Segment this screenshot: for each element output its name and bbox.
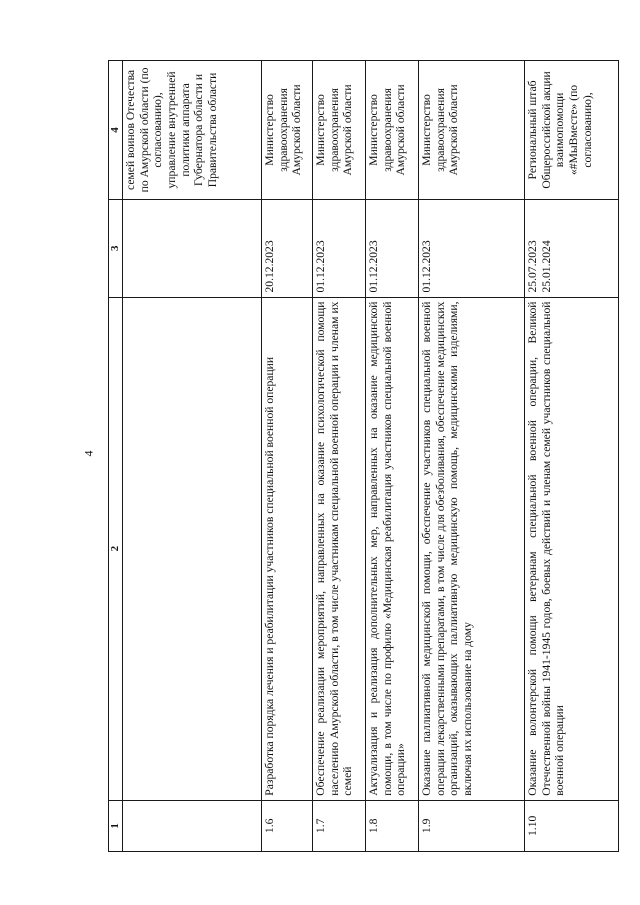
row-date-1: 25.07.2023 [526,240,539,293]
row-date [419,199,525,297]
row-date-1: 20.12.2023 [263,240,276,293]
table-header-row [109,61,123,852]
plan-table [108,60,619,852]
header-col-1: 1 [109,800,123,851]
row-text: Оказание паллиативной медицинской помощи, обеспечение участников специальной военной операции лекарственными препаратами, в том числе для обезболивания, обеспечение медицинских организаций, оказывающих паллиативную медицинскую помощь, медицинскими изделиями, включая их использование на дому [419,297,525,800]
table-row [366,61,419,852]
row-date [123,199,262,297]
row-responsible: Министерство здравоохранения Амурской области [262,61,313,200]
row-number: 1.9 [419,800,525,851]
header-col-2: 2 [109,297,123,800]
row-date [366,199,419,297]
table-row [313,61,366,852]
table-row [525,61,619,852]
row-date-2: 25.01.2024 [539,240,553,293]
row-responsible: Министерство здравоохранения Амурской области [366,61,419,200]
row-number: 1.7 [313,800,366,851]
row-date [525,199,619,297]
row-number: 1.10 [525,800,619,851]
row-date [313,199,366,297]
row-number [123,800,262,851]
row-text: Разработка порядка лечения и реабилитации участников специальной военной операции [262,297,313,800]
row-responsible: Министерство здравоохранения Амурской области [313,61,366,200]
row-responsible: Министерство здравоохранения Амурской области [419,61,525,200]
page-number: 4 [81,450,96,457]
row-date-1: 01.12.2023 [420,240,433,293]
table-row [419,61,525,852]
row-text [123,297,262,800]
row-date [262,199,313,297]
row-text: Оказание волонтерской помощи ветеранам специальной военной операции, Великой Отечественной войны 1941-1945 годов, боевых действий и членам семей участников специальной военной операции [525,297,619,800]
header-col-3: 3 [109,199,123,297]
row-number: 1.8 [366,800,419,851]
row-text: Актуализация и реализация дополнительных мер, направленных на оказание медицинской помощи, в том числе по профилю «Медицинская реабилитация участников специальной военной операции» [366,297,419,800]
row-text: Обеспечение реализации мероприятий, направленных на оказание психологической помощи населению Амурской области, в том числе участникам специальной военной операции и членам их семей [313,297,366,800]
row-responsible: Региональный штаб Общероссийской акции взаимопомощи «#МыВместе» (по согласованию), [525,61,619,200]
rotated-table-wrapper [108,60,636,852]
row-date-1: 01.12.2023 [314,240,327,293]
header-col-4: 4 [109,61,123,200]
table-row [262,61,313,852]
row-number: 1.6 [262,800,313,851]
table-row-continuation [123,61,262,852]
row-responsible: семей воинов Отечества по Амурской области (по согласованию), управление внутренней политики аппарата Губернатора области и Правительства области [123,61,262,200]
row-date-1: 01.12.2023 [367,240,380,293]
